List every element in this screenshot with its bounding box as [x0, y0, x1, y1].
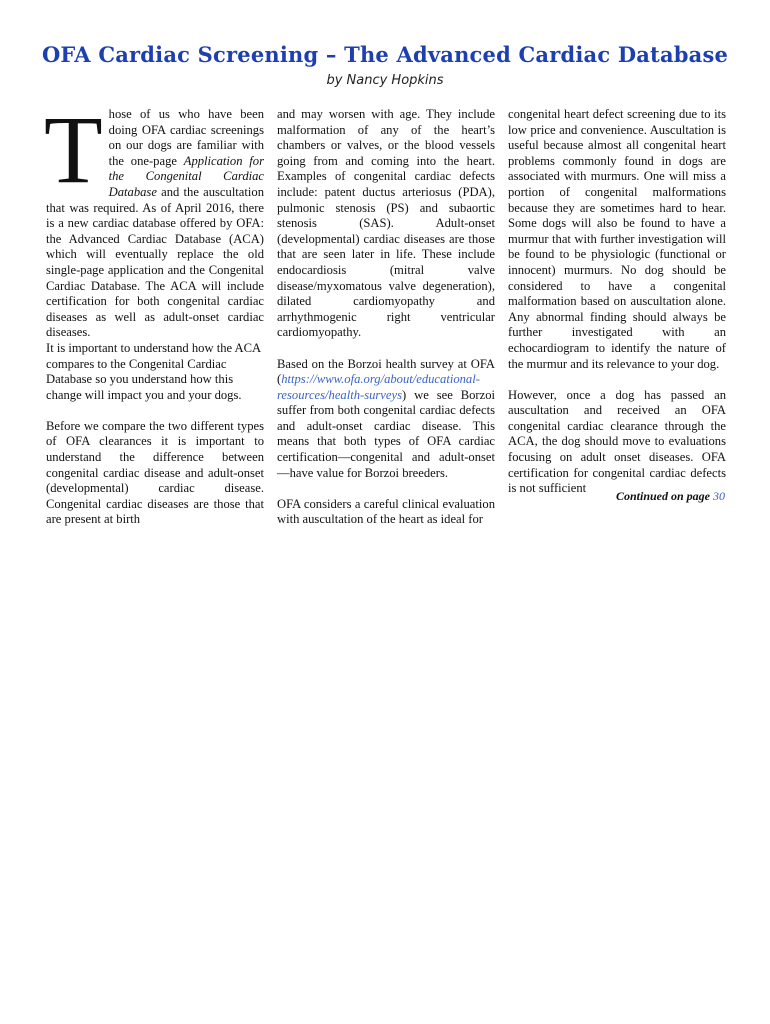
- column-2: [277, 107, 495, 528]
- paragraph: and may worsen with age. They include malformation of any of the heart’s chambers or valves, or the blood vessels going from and coming into the heart. Examples of congenital cardiac defects include: patent ductus arteriosus (PDA), pulmonic stenosis (PS) and subaortic stenosis (SAS). Adult-onset (developmental) cardiac diseases are those that are seen later in life. These include endocardiosis (mitral valve disease/myxomatous valve degeneration), dilated cardiomyopathy and arrhythmogenic right ventricular cardiomyopathy.: [277, 107, 495, 340]
- health-survey-link[interactable]: https://www.ofa.org/about/educational-resources/health-surveys: [277, 372, 480, 402]
- article-byline: by Nancy Hopkins: [326, 73, 444, 88]
- paragraph: OFA considers a careful clinical evaluation with auscultation of the heart as ideal for: [277, 496, 495, 527]
- form-title: Application for the Congenital Cardiac Database: [108, 153, 264, 199]
- paragraph-text: and the auscultation that was required. As of April 2016, there is a new cardiac database offered by OFA: the Advanced Cardiac Database (ACA) which will eventually replace the old single-page application and the Congenital Cardiac Database. The ACA will include certification for both congenital cardiac diseases as well as adult-onset cardiac diseases.: [46, 184, 264, 340]
- paragraph: However, once a dog has passed an auscultation and received an OFA congenital cardiac clearance through the ACA, the dog should move to evaluations focusing on adult onset diseases. OFA certification for congenital cardiac defects is not sufficient: [508, 387, 726, 496]
- paragraph-text: ) we see Borzoi suffer from both congenital cardiac defects and adult-onset cardiac disease. This means that both types of OFA cardiac certification—congenital and adult-onset—have value for Borzoi breeders.: [277, 387, 495, 480]
- continued-page-link[interactable]: 30: [713, 489, 725, 503]
- paragraph: Before we compare the two different types of OFA clearances it is important to understand the difference between congenital cardiac disease and adult-onset (developmental) cardiac disease. Congenital cardiac diseases are those that are present at birth: [46, 418, 264, 527]
- continued-note: [560, 489, 725, 504]
- paragraph: It is important to understand how the ACA compares to the Congenital Cardiac Database so you understand how this change will impact you and your dogs.: [46, 340, 261, 402]
- paragraph: congenital heart defect screening due to its low price and convenience. Auscultation is useful because almost all congenital heart problems commonly found in dogs are associated with murmurs. One will miss a portion of congenital malformations because they are sometimes hard to hear. Some dogs will also be found to have a murmur that with further investigation will be found to be physiologic (functional or innocent) murmurs. No dog should be considered to have a congenital malformation based on auscultation alone. Any abnormal finding should always be further investigated with an echocardiogram to identify the nature of the murmur and its relevance to your dog.: [508, 107, 726, 371]
- column-3: [508, 107, 726, 497]
- paragraph-text: hose of us who have been doing OFA cardiac screenings on our dogs are familiar with the one-page: [108, 107, 264, 168]
- paragraph-text: Based on the Borzoi health survey at OFA (: [277, 356, 495, 387]
- continued-label: Continued on page: [615, 489, 710, 503]
- article-title: OFA Cardiac Screening – The Advanced Cardiac Database: [41, 42, 729, 67]
- paragraph: [44, 96, 264, 341]
- drop-cap: T: [44, 96, 103, 203]
- paragraph: [277, 357, 495, 482]
- column-1: [44, 96, 264, 528]
